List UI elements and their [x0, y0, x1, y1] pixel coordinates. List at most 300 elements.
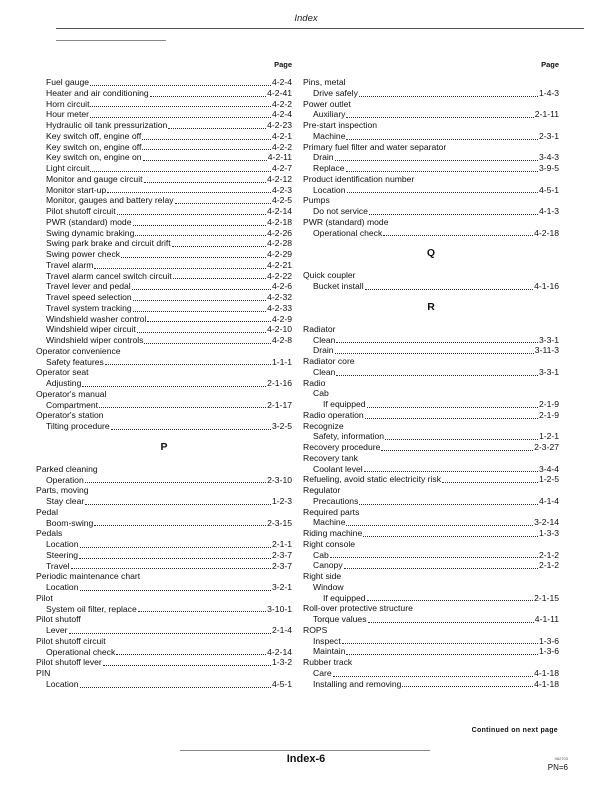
index-entry-label: Travel system tracking	[46, 302, 132, 313]
dot-leader	[133, 217, 267, 226]
index-entry-label: Canopy	[313, 560, 343, 571]
index-entry	[36, 561, 292, 572]
index-heading: Pedals	[36, 528, 63, 539]
header-rule-short	[56, 40, 166, 41]
dot-leader	[363, 528, 538, 537]
index-entry-label: Key switch on, engine off	[46, 141, 142, 152]
index-entry-label: Location	[46, 582, 79, 592]
dot-leader	[168, 120, 266, 129]
index-entry-label: Boom-swing	[46, 517, 94, 528]
index-entry	[36, 357, 292, 368]
dot-leader	[333, 668, 534, 677]
index-entry-label: Machine	[313, 517, 346, 528]
index-heading: Power outlet	[303, 98, 351, 109]
index-entry-page: 4-2-28	[267, 238, 292, 249]
index-entry	[36, 120, 292, 131]
index-heading: PWR (standard) mode	[303, 216, 389, 227]
index-heading: Operator's station	[36, 410, 104, 421]
index-entry	[303, 517, 559, 528]
dot-leader	[359, 88, 538, 97]
dot-leader	[111, 421, 271, 430]
index-entry-page: 4-5-1	[271, 678, 292, 689]
dot-leader	[90, 77, 271, 86]
index-entry	[36, 400, 292, 411]
dot-leader	[80, 679, 271, 688]
index-entry-label: Pilot shutoff circuit	[46, 206, 116, 216]
index-entry-page: 4-2-14	[267, 646, 292, 657]
index-entry-page: 2-3-15	[267, 517, 292, 528]
index-entry-label: Windshield wiper circuit	[46, 324, 136, 335]
index-entry-label: Steering	[46, 549, 79, 560]
dot-leader	[385, 431, 538, 440]
dot-leader	[82, 378, 266, 387]
dot-leader	[94, 260, 266, 269]
index-entry-page: 4-2-18	[534, 227, 559, 238]
dot-leader	[342, 636, 538, 645]
index-heading: Radiator	[303, 323, 336, 334]
index-entry-page: 4-2-4	[271, 77, 292, 87]
index-entry	[303, 228, 559, 239]
index-entry-list-right	[303, 77, 559, 689]
index-entry-page: 1-3-6	[538, 646, 559, 657]
index-entry-label: Operational check	[46, 646, 116, 657]
index-entry-label: Travel alarm cancel switch circuit	[46, 270, 172, 281]
index-entry	[36, 281, 292, 292]
index-entry	[303, 431, 559, 442]
index-entry	[303, 399, 559, 410]
index-entry-label: Clean	[313, 334, 336, 345]
index-entry-page: 4-5-1	[538, 184, 559, 195]
dot-leader	[346, 131, 537, 140]
index-entry-page: 2-1-17	[267, 399, 292, 410]
index-entry-page: 3-2-14	[534, 517, 559, 528]
index-entry	[303, 679, 559, 690]
index-entry-page: 1-4-3	[538, 87, 559, 98]
index-entry	[303, 109, 559, 120]
index-heading: Pilot shutoff	[36, 614, 81, 625]
index-entry-label: Compartment	[46, 399, 99, 410]
dot-leader	[94, 518, 266, 527]
index-entry	[36, 206, 292, 217]
index-entry-page: 4-1-18	[534, 678, 559, 689]
index-entry	[303, 560, 559, 571]
index-entry-label: Radio operation	[303, 409, 364, 420]
index-heading: Right console	[303, 538, 356, 549]
index-heading: Required parts	[303, 506, 360, 517]
index-entry	[36, 421, 292, 432]
index-entry	[303, 410, 559, 421]
index-heading: Roll-over protective structure	[303, 603, 413, 614]
index-entry-page: 4-2-21	[267, 259, 292, 270]
index-entry	[303, 528, 559, 539]
index-heading: Periodic maintenance chart	[36, 571, 141, 582]
index-entry-label: Fuel gauge	[46, 77, 90, 87]
index-heading: Pilot shutoff circuit	[36, 635, 106, 646]
index-column-right	[303, 60, 559, 689]
index-entry-label: Drain	[313, 345, 334, 356]
index-entry-page: 2-1-2	[538, 549, 559, 560]
index-entry	[303, 152, 559, 163]
index-entry-label: System oil filter, replace	[46, 603, 137, 614]
index-entry-label: Cab	[313, 549, 329, 560]
index-entry	[36, 260, 292, 271]
index-entry	[303, 281, 559, 292]
index-entry-page: 4-2-5	[271, 195, 292, 206]
index-entry	[36, 217, 292, 228]
index-entry	[36, 152, 292, 163]
index-entry	[36, 647, 292, 658]
index-entry	[36, 142, 292, 153]
index-entry-label: Precautions	[313, 495, 359, 506]
index-entry-page: 4-2-33	[267, 302, 292, 313]
dot-leader	[144, 174, 267, 183]
index-entry-label: Maintain	[313, 646, 346, 657]
index-entry	[36, 228, 292, 239]
index-entry-label: Torque values	[313, 614, 367, 624]
dot-leader	[71, 561, 271, 570]
index-heading: Operator convenience	[36, 345, 121, 356]
index-entry-label: Do not service	[313, 206, 368, 216]
index-entry	[36, 604, 292, 615]
index-entry-page: 4-2-26	[267, 227, 292, 238]
index-entry-label: Location	[46, 539, 79, 549]
index-entry-page: 4-2-23	[267, 120, 292, 130]
index-entry	[303, 474, 559, 485]
index-entry-page: 2-3-7	[271, 560, 292, 571]
index-entry-page: 4-2-4	[271, 109, 292, 120]
dot-leader	[368, 614, 534, 623]
index-entry	[303, 367, 559, 378]
index-entry	[303, 646, 559, 657]
index-entry	[303, 131, 559, 142]
index-entry	[36, 496, 292, 507]
index-entry-page: 4-2-18	[267, 216, 292, 227]
index-entry-label: Travel lever and pedal	[46, 281, 131, 292]
section-letter: R	[427, 300, 435, 313]
column-heading-page: Page	[274, 60, 292, 69]
dot-leader	[346, 646, 537, 655]
index-entry-label: Travel speed selection	[46, 292, 132, 302]
index-entry-label: Windshield wiper controls	[46, 335, 144, 345]
index-entry	[303, 668, 559, 679]
index-entry-label: Lever	[46, 625, 68, 635]
index-entry	[303, 163, 559, 174]
dot-leader	[150, 88, 266, 97]
index-entry-page: 3-2-5	[271, 421, 292, 431]
index-entry-page: 3-2-1	[271, 582, 292, 592]
index-entry	[36, 314, 292, 325]
index-entry	[303, 636, 559, 647]
index-entry	[303, 335, 559, 346]
index-entry-label: If equipped	[323, 592, 366, 603]
dot-leader	[138, 604, 266, 613]
index-entry-page: 2-1-11	[534, 109, 559, 120]
dot-leader	[121, 249, 266, 258]
index-entry-page: 2-1-9	[538, 399, 559, 409]
index-heading: Right side	[303, 571, 342, 581]
index-entry-label: Auxiliary	[313, 109, 346, 120]
index-entry-label: Operational check	[313, 227, 383, 238]
index-entry-label: Operation	[46, 474, 84, 485]
dot-leader	[80, 582, 271, 591]
index-entry-page: 2-1-16	[267, 378, 292, 388]
index-entry	[36, 99, 292, 110]
dot-leader	[346, 517, 533, 526]
index-entry-page: 1-2-1	[538, 431, 559, 442]
dot-leader	[365, 410, 538, 419]
index-entry-page: 4-2-32	[267, 292, 292, 302]
index-entry-label: If equipped	[323, 399, 366, 409]
dot-leader	[173, 271, 266, 280]
index-entry-page: 4-2-11	[267, 152, 292, 163]
index-entry-page: 4-2-41	[267, 87, 292, 98]
dot-leader	[142, 142, 271, 151]
index-entry	[303, 593, 559, 604]
index-entry	[36, 174, 292, 185]
index-entry-page: 1-2-5	[538, 474, 559, 485]
dot-leader	[80, 539, 271, 548]
dot-leader	[172, 238, 266, 247]
index-entry	[36, 249, 292, 260]
index-entry-page: 4-2-10	[267, 324, 292, 335]
dot-leader	[137, 324, 266, 333]
index-entry	[36, 109, 292, 120]
index-entry-page: 4-2-29	[267, 249, 292, 259]
dot-leader	[336, 367, 537, 376]
dot-leader	[344, 560, 538, 569]
dot-leader	[144, 335, 271, 344]
index-entry-list-left	[36, 77, 292, 690]
index-heading: Recovery tank	[303, 452, 358, 463]
dot-leader	[335, 152, 538, 161]
index-heading: Rubber track	[303, 657, 353, 667]
dot-leader	[103, 657, 271, 666]
index-entry-label: Key switch off, engine off	[46, 130, 142, 141]
continued-note: Continued on next page	[471, 727, 558, 734]
index-entry-label: Light circuit	[46, 163, 90, 173]
index-entry-label: Riding machine	[303, 528, 363, 538]
index-entry-page: 1-3-2	[271, 657, 292, 668]
index-entry-page: 3-3-1	[538, 366, 559, 377]
index-entry-label: Travel	[46, 560, 70, 571]
dot-leader	[90, 163, 270, 172]
index-entry-label: Replace	[313, 163, 345, 173]
index-entry-label: Adjusting	[46, 378, 82, 388]
index-entry	[36, 657, 292, 668]
index-entry-label: Tilting procedure	[46, 421, 110, 431]
index-entry-page: 1-3-3	[538, 528, 559, 538]
index-heading: PIN	[36, 668, 51, 678]
index-entry	[36, 271, 292, 282]
index-entry-page: 4-2-2	[271, 141, 292, 152]
index-entry	[36, 292, 292, 303]
index-entry-label: Pilot shutoff lever	[36, 657, 102, 668]
index-entry-label: Monitor, gauges and battery relay	[46, 195, 174, 206]
index-entry-label: Location	[313, 184, 346, 195]
index-entry-label: Refueling, avoid static electricity risk	[303, 474, 442, 485]
index-entry-page: 2-1-9	[538, 409, 559, 420]
index-heading: Parts, moving	[36, 485, 89, 496]
index-heading: Primary fuel filter and water separator	[303, 141, 447, 152]
index-entry-page: 2-1-15	[534, 592, 559, 603]
section-letter: P	[160, 440, 168, 453]
dot-leader	[143, 152, 267, 161]
dot-leader	[367, 399, 538, 408]
index-heading: Product identification number	[303, 173, 415, 184]
index-entry-label: Inspect	[313, 635, 341, 646]
index-entry-label: Drive safely	[313, 87, 358, 98]
index-entry-label: Care	[313, 667, 332, 678]
index-entry-page: 4-1-11	[534, 614, 559, 624]
dot-leader	[105, 357, 271, 366]
footer-rule	[180, 750, 430, 751]
document-code: 062703	[554, 756, 568, 761]
index-entry	[303, 206, 559, 217]
index-entry	[36, 539, 292, 550]
index-heading: Parked cleaning	[36, 463, 98, 474]
dot-leader	[79, 550, 271, 559]
index-entry	[303, 496, 559, 507]
index-entry-page: 3-4-3	[538, 152, 559, 163]
index-entry-page: 2-3-10	[267, 474, 292, 485]
index-entry-label: Monitor start-up	[46, 184, 107, 195]
index-entry	[36, 131, 292, 142]
header-rule	[56, 28, 584, 29]
dot-leader	[133, 292, 266, 301]
index-entry	[303, 88, 559, 99]
index-heading: Radiator core	[303, 356, 355, 366]
index-entry-label: Safety features	[46, 356, 104, 367]
dot-leader	[359, 496, 538, 505]
index-entry	[303, 464, 559, 475]
index-entry	[303, 614, 559, 625]
index-entry-page: 4-2-14	[267, 206, 292, 216]
index-entry	[36, 77, 292, 88]
column-heading-page: Page	[541, 60, 559, 69]
index-entry-page: 2-3-1	[538, 130, 559, 141]
index-column-left	[36, 60, 292, 690]
index-entry	[36, 679, 292, 690]
index-entry-label: Key switch on, engine on	[46, 152, 142, 163]
dot-leader	[367, 593, 534, 602]
dot-leader	[142, 131, 271, 140]
dot-leader	[346, 109, 533, 118]
index-entry-label: Recovery procedure	[303, 442, 381, 452]
index-entry-page: 4-1-18	[534, 667, 559, 678]
index-entry-page: 3-9-5	[538, 163, 559, 173]
dot-leader	[90, 99, 270, 108]
index-entry-page: 4-1-16	[534, 281, 559, 291]
index-entry-page: 4-2-8	[271, 335, 292, 345]
index-entry-page: 1-2-3	[271, 496, 292, 506]
dot-leader	[364, 464, 538, 473]
index-entry-label: Travel alarm	[46, 259, 94, 270]
pn-label: PN=6	[547, 763, 568, 772]
dot-leader	[383, 228, 533, 237]
index-entry-label: Swing park brake and circuit drift	[46, 238, 171, 249]
index-entry-page: 4-2-9	[271, 313, 292, 324]
index-entry-label: Heater and air conditioning	[46, 87, 149, 98]
index-entry-label: Hour meter	[46, 109, 89, 120]
index-heading: Pilot	[36, 592, 53, 603]
index-entry-page: 4-2-7	[271, 163, 292, 173]
dot-leader	[133, 303, 267, 312]
dot-leader	[116, 647, 266, 656]
dot-leader	[117, 206, 267, 215]
index-entry-page: 4-2-3	[271, 184, 292, 195]
index-entry-label: Swing dynamic braking	[46, 227, 135, 238]
dot-leader	[442, 474, 538, 483]
index-entry-page: 2-1-4	[271, 625, 292, 635]
dot-leader	[147, 314, 271, 323]
dot-leader	[107, 185, 271, 194]
index-heading: Operator's manual	[36, 388, 107, 399]
index-entry	[36, 475, 292, 486]
index-entry-label: PWR (standard) mode	[46, 216, 132, 227]
index-entry	[36, 163, 292, 174]
index-entry-label: Safety, information	[313, 431, 385, 442]
index-heading: Pedal	[36, 506, 58, 517]
index-entry-label: Stay clear	[46, 496, 85, 506]
index-entry-page: 4-2-22	[267, 270, 292, 281]
index-entry	[303, 442, 559, 453]
index-heading: Quick coupler	[303, 270, 356, 281]
dot-leader	[132, 281, 271, 290]
dot-leader	[365, 281, 534, 290]
index-entry-label: Windshield washer control	[46, 313, 147, 324]
index-entry-page: 4-1-4	[538, 495, 559, 506]
dot-leader	[175, 195, 271, 204]
index-entry-label: Coolant level	[313, 463, 363, 474]
index-entry	[36, 195, 292, 206]
index-entry-label: Bucket install	[313, 281, 364, 291]
index-entry	[303, 550, 559, 561]
index-entry-page: 3-10-1	[267, 603, 292, 614]
index-entry-page: 1-1-1	[271, 356, 292, 367]
index-heading: Cab	[313, 388, 329, 399]
index-entry-label: Location	[46, 678, 79, 689]
page-number-label: Index-6	[286, 753, 326, 765]
index-entry-page: 2-3-7	[271, 549, 292, 560]
index-entry	[36, 518, 292, 529]
index-heading: Pre-start inspection	[303, 120, 378, 130]
index-entry-label: Monitor and gauge circuit	[46, 173, 143, 184]
dot-leader	[90, 109, 271, 118]
index-entry-label: Swing power check	[46, 249, 121, 259]
dot-leader	[336, 335, 537, 344]
index-entry-label: Hydraulic oil tank pressurization	[46, 120, 168, 130]
index-entry-page: 2-1-2	[538, 560, 559, 571]
index-entry	[36, 335, 292, 346]
index-heading: Radio	[303, 377, 326, 388]
dot-leader	[369, 206, 538, 215]
index-entry-page: 4-2-2	[271, 98, 292, 109]
index-entry-page: 1-3-6	[538, 635, 559, 646]
dot-leader	[69, 625, 271, 634]
index-heading: Pins, metal	[303, 77, 346, 87]
index-entry-page: 4-1-3	[538, 206, 559, 216]
dot-leader	[330, 550, 538, 559]
dot-leader	[99, 400, 266, 409]
index-entry	[303, 185, 559, 196]
index-entry	[36, 88, 292, 99]
index-entry	[36, 303, 292, 314]
index-entry	[36, 324, 292, 335]
section-letter: Q	[426, 247, 436, 260]
dot-leader	[346, 163, 538, 172]
running-header-title: Index	[294, 13, 318, 24]
index-heading: Pumps	[303, 195, 330, 206]
